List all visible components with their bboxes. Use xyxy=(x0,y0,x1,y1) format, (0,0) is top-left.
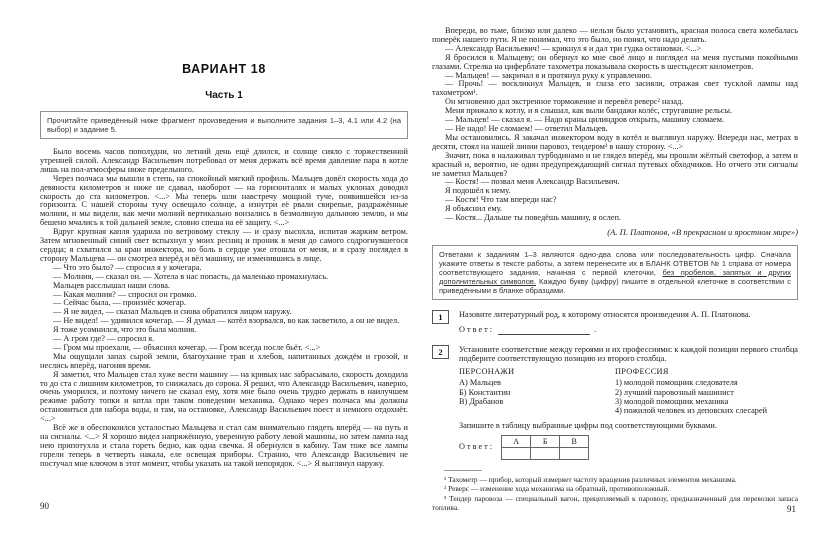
part-title: Часть 1 xyxy=(205,90,243,101)
character-item: А) Мальцев xyxy=(459,378,501,388)
character-item: В) Драбанов xyxy=(459,397,504,407)
answer-instruction-box xyxy=(432,245,798,300)
answer-table-header-cell: Б xyxy=(530,435,560,448)
fragment-paragraph: — Не надо! Не сломаем! — ответил Мальцев. xyxy=(445,123,608,133)
profession-item: 1) молодой помощник следователя xyxy=(614,378,738,388)
fragment-paragraph: — Александр Васильевич! — крикнул я и дал три гудка остановки. <...> xyxy=(445,43,702,53)
task-2-text: Установите соответствие между героями и их профессиями: к каждой позиции первого столбца подберите соответствующую позицию из второго столбца. xyxy=(459,344,798,363)
task-2 xyxy=(432,345,798,460)
professions-header: ПРОФЕССИЯ xyxy=(614,367,669,377)
fragment-paragraph: Было восемь часов пополудни, но летний день ещё длился, и солнце сияло с торжественной утренней силой. Александр Васильевич потребовал от меня держать всё время давление пара в котле лишь на пол-атмосферы ниже предельного. xyxy=(40,147,408,174)
citation: (А. П. Платонов, «В прекрасном и яростном мире») xyxy=(607,226,798,237)
fragment-paragraph: — Костя! — позвал меня Александр Васильевич. xyxy=(445,177,620,187)
task-1-answer-line xyxy=(459,325,798,334)
fragment-paragraph: — Не видел! — удивился кочегар. — Я думал — котёл взорвался, во как засветило, а он не видел. xyxy=(53,316,400,326)
fragment-paragraph: — Какая молния? — спросил он громко. xyxy=(53,289,197,299)
answer-cell-a[interactable] xyxy=(501,447,531,460)
reading-instruction-text: Прочитайте приведённый ниже фрагмент произведения и выполните задания 1–3, 4.1 или 4.2 (на выбор) и задание 5. xyxy=(47,116,401,134)
fragment-paragraph: — Я не видел, — сказал Мальцев и снова обратился лицом наружу. xyxy=(53,307,292,317)
page-number: 91 xyxy=(787,504,796,514)
professions-column xyxy=(615,367,798,415)
variant-title: ВАРИАНТ 18 xyxy=(182,62,266,76)
answer-table-header-cell: А xyxy=(501,435,531,448)
task-2-answer-label: Ответ: xyxy=(459,441,495,451)
page-number: 90 xyxy=(40,501,49,511)
characters-column xyxy=(459,367,615,415)
answer-instruction-text xyxy=(439,250,791,295)
answer-table xyxy=(502,436,589,460)
task-1-answer-period: . xyxy=(594,325,597,335)
task-1 xyxy=(432,310,798,335)
characters-header: ПЕРСОНАЖИ xyxy=(459,367,515,377)
fragment-paragraph: — Молния, — сказал он. — Хотела в нас попасть, да маленько промахнулась. xyxy=(53,271,329,281)
answer-cell-v[interactable] xyxy=(559,447,589,460)
task-1-answer-label: Ответ: xyxy=(459,325,495,335)
fragment-paragraph: — А гром где? — спросил я. xyxy=(53,334,155,344)
fragment-paragraph: — Мальцев! — сказал я. — Надо краны цилиндров открыть, машину сломаем. xyxy=(445,115,725,125)
reading-instruction-box xyxy=(40,111,408,139)
task-2-number-box: 2 xyxy=(432,345,449,359)
fragment-paragraph: Впереди, во тьме, близко или далеко — нельзя было установить, красная полоса света колебалась поперёк нашего пути. Я не понимал, что это было, но понял, что надо делать. xyxy=(432,26,798,44)
profession-item: 4) пожилой человек из деповских слесарей xyxy=(614,406,768,416)
fragment-paragraph: Мы ощущали запах сырой земли, благоухание трав и хлебов, напитанных дождём и грозой, и неслись вперёд, нагоняя время. xyxy=(40,351,408,370)
task-2-answer-line xyxy=(459,436,798,460)
characters-list xyxy=(459,378,615,406)
character-item: Б) Константин xyxy=(459,387,511,397)
fragment-paragraph: — Гром мы проехали, — объяснил кочегар. — Гром всегда после бьёт. <...> xyxy=(53,342,321,352)
answer-cell-b[interactable] xyxy=(530,447,560,460)
fragment-paragraph: Мы остановились. Я закачал инжектором воду в котёл и выглянул наружу. Впереди нас, метрах в десяти, стоял на нашей линии паровоз, тендером³ в нашу сторону. <...> xyxy=(432,132,798,151)
fragment-text-right xyxy=(432,27,798,223)
answer-note-underlined: без пробелов, запятых и других дополнительных символов. xyxy=(439,267,791,286)
fragment-paragraph: Значит, пока я налаживал турбодинамо и не глядел вперёд, мы прошли жёлтый светофор, а затем и красный и, вероятно, не один предупреждающий сигнал путевых обходчиков. Но отчего эти сигналы не заметил Мальцев? xyxy=(432,150,798,178)
fragment-paragraph: Я заметил, что Мальцев стал хуже вести машину — на кривых нас забрасывало, скорость доходила то до ста с лишним километров, то снижалась до сорока. Я решил, что Александр Васильевич, наверно, очень уморился, и поэтому ничего не сказал ему, хотя мне было очень трудно держать в наилучшем режиме работу топки и котла при таком поведении механика. Однако через полчаса мы должны остановиться для набора воды, и там, на остановке, Александр Васильевич поест и немного отдохнёт. <...> xyxy=(40,369,408,424)
footnotes xyxy=(432,475,798,512)
fragment-paragraph: Я объяснил ему. xyxy=(445,204,502,214)
fragment-paragraph: — Мальцев! — закричал я и протянул руку к управлению. xyxy=(445,70,652,80)
fragment-paragraph: Всё же я обеспокоился усталостью Мальцева и стал сам внимательно глядеть вперёд — на путь и на сигналы. <...> Я хорошо видел напряжённую, уверенную работу левой машины, но затем лампа над нею припотухла и стала гореть бедно, как одна свечка. Я обернулся в кабину. Там тоже все лампы горели теперь в четверть накала, еле освещая приборы. Странно, что Александр Васильевич не постучал мне ключом в этот момент, чтобы указать на такой непорядок. <...> Я выглянул наружу. xyxy=(40,423,408,468)
answer-table-header-cell: В xyxy=(559,435,589,448)
fragment-paragraph: Мальцев расслышал наши слова. xyxy=(53,280,171,290)
fragment-paragraph: Он мгновенно дал экстренное торможение и перевёл реверс² назад. xyxy=(445,97,684,107)
footnote-separator xyxy=(444,470,482,471)
profession-item: 3) молодой помощник механика xyxy=(614,397,729,407)
matching-columns xyxy=(459,367,798,415)
fragment-paragraph: — Костя... Дальше ты поведёшь машину, я ослеп. xyxy=(445,213,621,223)
fragment-paragraph: Я подошёл к нему. xyxy=(445,186,511,196)
footnote: ² Реверс — изменение хода механизма на обратный, противоположный. xyxy=(444,484,670,494)
answer-note-part2: Каждую букву (цифру) пишите в отдельной клеточке в соответствии с приведёнными в бланке образцами. xyxy=(439,276,791,295)
answer-table-input-row xyxy=(502,448,589,460)
profession-item: 2) лучший паровозный машинист xyxy=(614,387,734,397)
fragment-paragraph: Через полчаса мы вышли в степь, на спокойный мягкий профиль. Мальцев довёл скорость хода до девяноста километров и ниже не сдавал, наоборот — на горизонталях и малых уклонах доводил скорость до ста километров. <...> Мы теперь шли навстречу мощной туче, появившейся из-за горизонта. С нашей стороны тучу освещало солнце, а изнутри её рвали свирепые, раздражённые молнии, и мы видели, как мечи молний вертикально вонзались в безмолвную дальнюю землю, и мы бешено мчались к той дальней земле, словно спеша на её защиту. <...> xyxy=(40,173,408,228)
footnote: ³ Тендер паровоза — специальный вагон, прицепляемый к паровозу, предназначенный для перевозки запаса топлива. xyxy=(432,493,798,512)
task-1-answer-blank[interactable] xyxy=(498,326,590,335)
fragment-paragraph: Вдруг крупная капля ударила по ветровому стеклу — и сразу высохла, испитая жарким ветром. Затем мгновенный синий свет вспыхнул у моих ресниц и проник в меня до самого содрогнувшегося сердца; я схватился за кран инжектора, но боль в сердце уже отошла от меня, и я сразу поглядел в сторону Мальцева — он смотрел вперёд и вёл машину, не изменившись в лице. xyxy=(40,227,408,263)
task-2-write-note: Запишите в таблицу выбранные цифры под соответствующими буквами. xyxy=(459,420,717,430)
fragment-text-left xyxy=(40,148,408,469)
task-1-number-box: 1 xyxy=(432,310,449,324)
fragment-paragraph: Я бросился к Мальцеву; он обернул ко мне своё лицо и поглядел на меня пустыми покойными глазами. Стрелка на циферблате тахометра показывала скорость в шестьдесят километров. xyxy=(432,52,798,71)
fragment-paragraph: Я тоже усомнился, что это была молния. xyxy=(53,325,197,335)
task-1-text: Назовите литературный род, к которому относятся произведения А. П. Платонова. xyxy=(459,309,751,319)
page-91 xyxy=(410,0,820,553)
answer-note-part1: Ответами к заданиям 1–3 являются одно-два слова или последовательность цифр. Сначала укажите ответы в тексте работы, а затем перенесите их в БЛАНК ОТВЕТОВ № 1 справа от номера соответствующего задания, начиная с первой клеточки, xyxy=(439,249,791,277)
fragment-paragraph: — Прочь! — воскликнул Мальцев, и глаза его засияли, отражая свет тусклой лампы над тахометром¹. xyxy=(432,79,798,98)
fragment-paragraph: — Сейчас была, — произнёс кочегар. xyxy=(53,298,186,308)
professions-list xyxy=(615,378,798,415)
fragment-paragraph: — Костя! Что там впереди нас? xyxy=(445,195,557,205)
fragment-paragraph: Меня прижало к котлу, и я слышал, как выли бандажи колёс, стругавшие рельсы. xyxy=(445,106,733,116)
footnote: ¹ Тахометр — прибор, который измеряет частоту вращения различных элементов механизма. xyxy=(444,474,737,484)
fragment-paragraph: — Что это было? — спросил я у кочегара. xyxy=(53,262,202,272)
